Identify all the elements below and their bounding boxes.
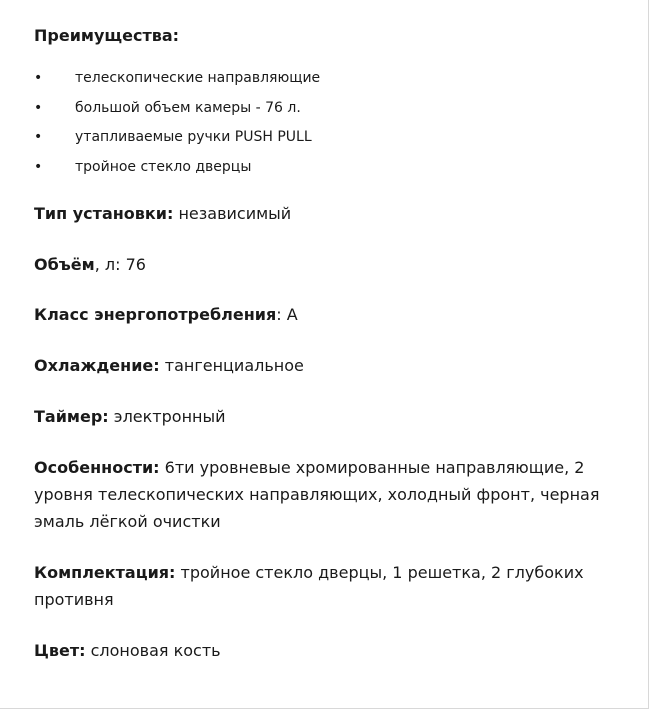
benefit-item: [34, 98, 639, 118]
spec-features: [34, 454, 639, 535]
spec-energy-class: [34, 301, 639, 328]
benefit-item: [34, 157, 639, 177]
spec-key: Тип установки:: [34, 203, 174, 223]
spec-key: Таймер:: [34, 406, 109, 426]
spec-key: Объём: [34, 254, 95, 274]
spec-value: электронный: [108, 406, 226, 426]
spec-install-type: [34, 200, 639, 227]
spec-key: Цвет:: [34, 640, 86, 660]
spec-color: [34, 637, 639, 664]
benefits-heading: Преимущества:: [34, 26, 180, 45]
spec-value: независимый: [173, 203, 292, 223]
benefit-text: тройное стекло дверцы: [75, 158, 252, 175]
spec-key: Особенности:: [34, 457, 160, 477]
benefit-text: большой объем камеры - 76 л.: [75, 99, 301, 116]
benefit-item: [34, 68, 639, 88]
spec-volume: [34, 251, 639, 278]
bullet-icon: •: [34, 99, 43, 116]
bullet-icon: •: [34, 129, 43, 145]
benefit-text: телескопические направляющие: [75, 70, 321, 86]
spec-timer: [34, 403, 639, 430]
spec-key: Комплектация:: [34, 562, 176, 582]
spec-value: , л: 76: [94, 254, 146, 274]
spec-value: : A: [276, 304, 298, 324]
bullet-icon: •: [34, 158, 43, 175]
spec-key: Охлаждение:: [34, 355, 160, 375]
spec-value: тройное стекло дверцы, 1 решетка, 2 глубоких противня: [34, 562, 584, 609]
bullet-icon: •: [34, 70, 43, 86]
product-description: [34, 24, 639, 664]
spec-value: 6ти уровневые хромированные направляющие, 2 уровня телескопических направляющих, холодный фронт, черная эмаль лёгкой очистки: [34, 457, 600, 531]
benefit-item: [34, 127, 639, 147]
spec-value: тангенциальное: [159, 355, 304, 375]
spec-cooling: [34, 352, 639, 379]
benefit-text: утапливаемые ручки PUSH PULL: [75, 129, 312, 145]
spec-key: Класс энергопотребления: [34, 304, 277, 324]
benefits-list: [34, 68, 639, 177]
spec-kit: [34, 559, 639, 613]
spec-value: слоновая кость: [85, 640, 221, 660]
